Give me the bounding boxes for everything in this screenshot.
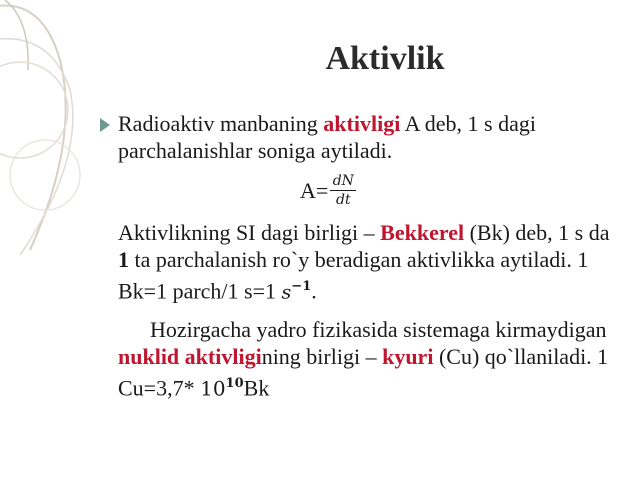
- para3-text-pre: Hozirgacha yadro fizikasida sistemaga kirmaydigan: [150, 317, 607, 343]
- unit-s: s: [281, 281, 292, 304]
- term-nuklid-aktivligi: nuklid aktivligi: [118, 344, 262, 370]
- slide-content: [118, 110, 613, 403]
- term-aktivligi: aktivligi: [323, 111, 401, 136]
- para3-text-mid: ning birligi –: [261, 344, 383, 370]
- bullet-icon: [100, 118, 110, 132]
- decorative-curves: [0, 0, 130, 260]
- para1-text-pre: Radioaktiv manbaning: [118, 111, 324, 136]
- formula-numerator: dN: [332, 173, 354, 189]
- slide-title: Aktivlik: [325, 40, 445, 77]
- formula-lhs: A=: [300, 178, 329, 203]
- formula-fraction: [330, 172, 356, 209]
- para2-bold-one: 1: [118, 247, 129, 272]
- definition-paragraph: [118, 110, 613, 164]
- para1-text-post: A deb, 1 s dagi parchalanishlar soniga aytiladi.: [118, 111, 536, 163]
- curie-paragraph: [118, 316, 613, 402]
- si-unit-paragraph: [118, 219, 613, 306]
- power-base: 10: [200, 376, 226, 401]
- bullet-paragraph: [118, 110, 613, 164]
- unit-exponent: −1: [291, 279, 312, 294]
- power-exponent: 10: [225, 376, 244, 392]
- term-bekkerel: Bekkerel: [380, 220, 465, 245]
- term-kyuri: kyuri: [382, 344, 434, 370]
- para2-text-mid: (Bk) deb, 1 s da: [464, 220, 610, 245]
- activity-formula: [118, 164, 613, 219]
- formula-denominator: dt: [336, 192, 351, 208]
- para3-unit: Bk: [243, 375, 270, 401]
- para3-text-post: (Cu) qo`llaniladi. 1 Cu=3,7*: [118, 344, 609, 401]
- para2-text-post: ta parchalanish ro`y beradigan aktivlikka aytiladi. 1 Bk=1 parch/1 s=1: [118, 247, 589, 304]
- para2-end: .: [311, 278, 317, 304]
- para2-text-pre: Aktivlikning SI dagi birligi –: [118, 220, 381, 245]
